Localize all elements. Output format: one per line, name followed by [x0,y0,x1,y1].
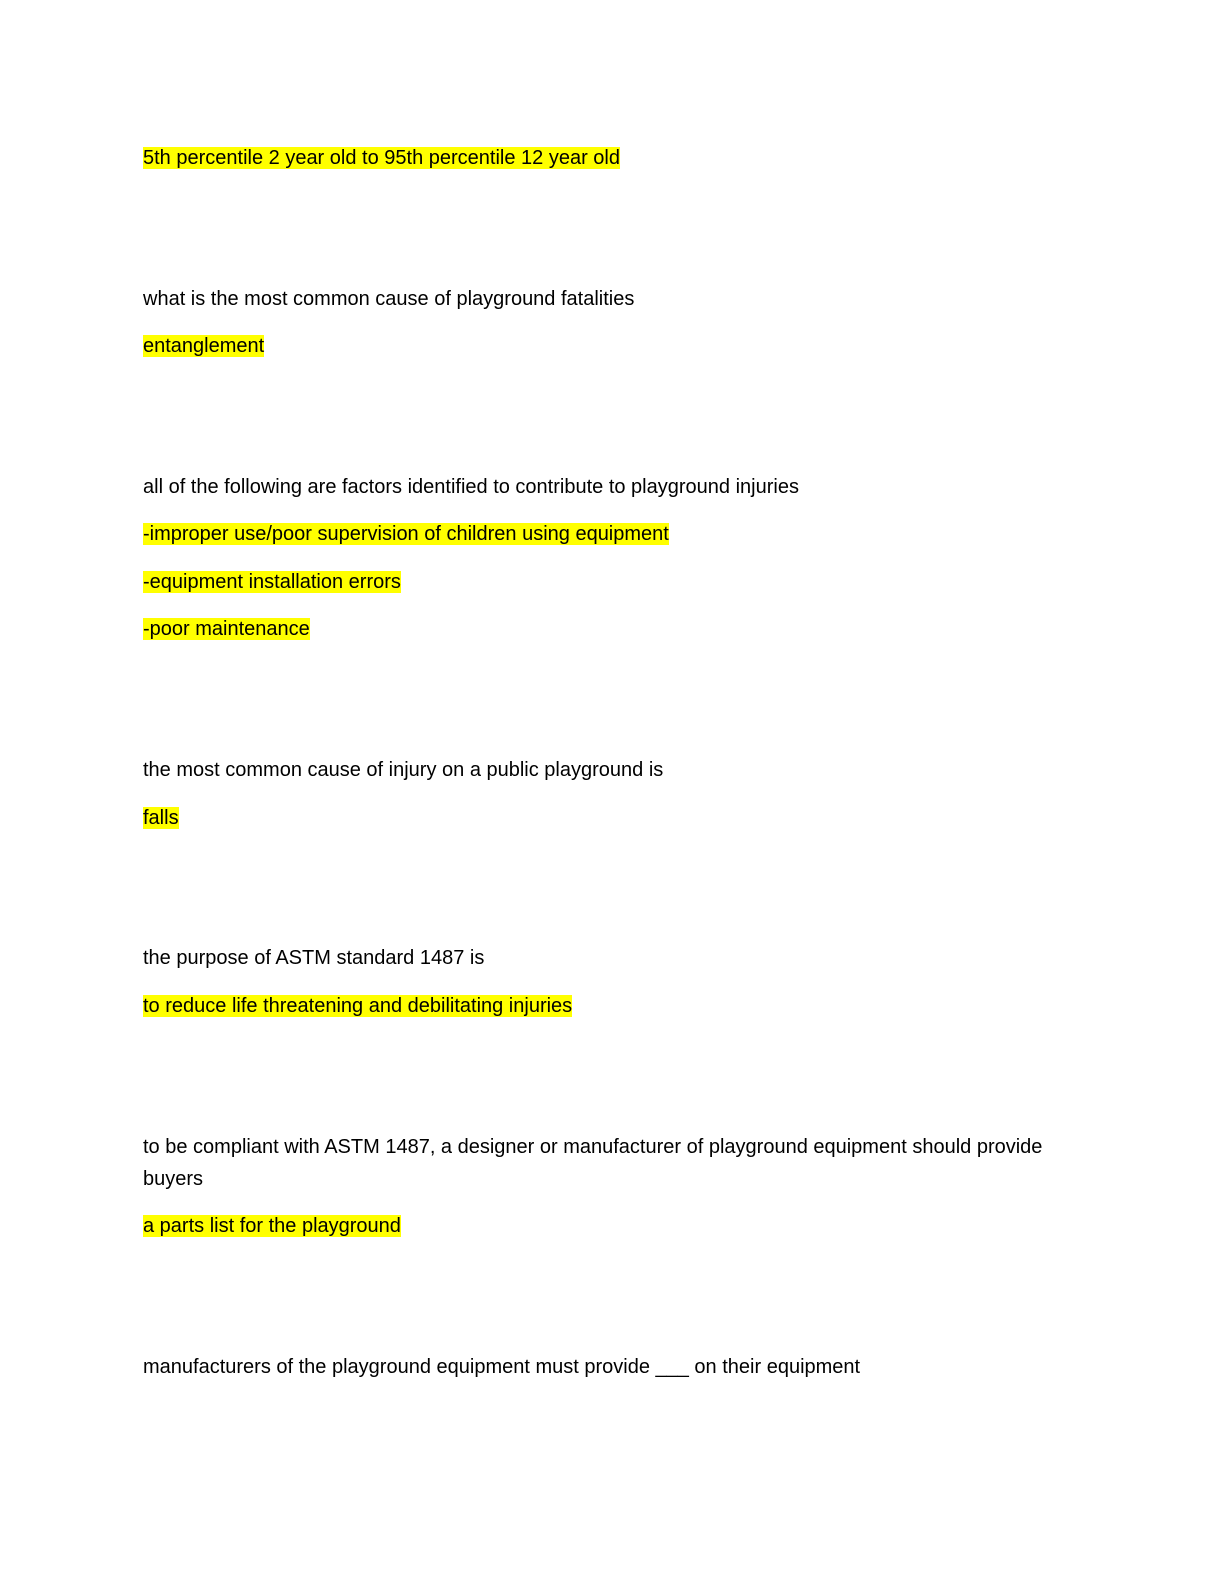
question-line: the most common cause of injury on a public playground is [143,759,664,781]
question-line: the purpose of ASTM standard 1487 is [143,947,485,969]
question-line: to be compliant with ASTM 1487, a designer or manufacturer of playground equipment should provide buyers [143,1136,1043,1190]
answer-line [143,613,310,645]
highlighted-answer: 5th percentile 2 year old to 95th percentile 12 year old [143,147,620,169]
highlighted-answer: to reduce life threatening and debilitating injuries [143,995,573,1017]
answer-line [143,142,620,174]
question-line: all of the following are factors identified to contribute to playground injuries [143,476,799,498]
highlighted-answer: -improper use/poor supervision of children using equipment [143,523,669,545]
answer-line [143,518,669,550]
highlighted-answer: -equipment installation errors [143,571,401,593]
answer-line [143,990,572,1022]
highlighted-answer: falls [143,807,179,829]
answer-line [143,330,264,362]
question-line: manufacturers of the playground equipment must provide ___ on their equipment [143,1356,861,1378]
answer-line [143,802,179,834]
highlighted-answer: -poor maintenance [143,618,310,640]
highlighted-answer: a parts list for the playground [143,1215,401,1237]
answer-line [143,566,401,598]
answer-line [143,1210,401,1242]
question-line: what is the most common cause of playground fatalities [143,288,635,310]
highlighted-answer: entanglement [143,335,265,357]
